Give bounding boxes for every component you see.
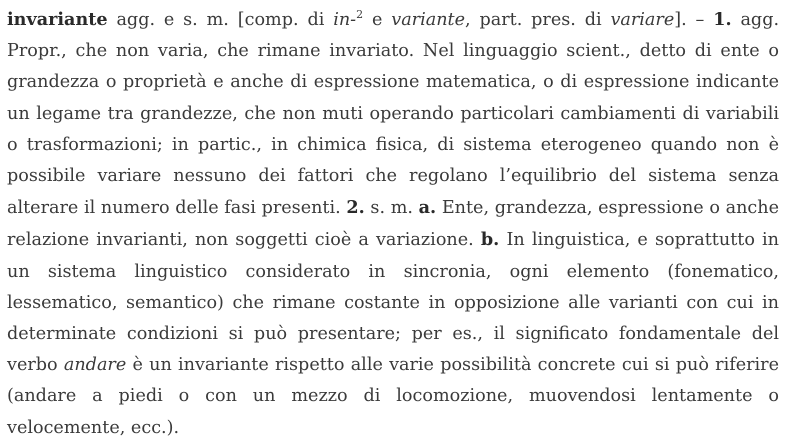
sense-1-text: agg. Propr., che non varia, che rimane invariato. Nel linguaggio scient., detto di ente o grandezza o proprietà e anche di espressione matematica, o di espressione indicante un legame tra grandezze, che non muti operando particolari cambiamenti di variabili o trasformazioni; in partic., in chimica fisica, di sistema eterogeneo quando non è possibile variare nessuno dei fattori che regolano l’equilibrio del sistema senza alterare il numero delle fasi presenti.: [7, 10, 780, 219]
sense-2b-text-2: è un invariante rispetto alle varie possibilità concrete cui si può riferire (andare a piedi o con un mezzo di locomozione, muovendosi lentamente o velocemente, ecc.).: [7, 355, 779, 438]
sense-2b-verb: andare: [63, 355, 127, 376]
sense-1-number: 1.: [713, 9, 732, 30]
etymology-conjunction: e: [371, 10, 383, 30]
etymology-prefix: in-: [333, 10, 357, 30]
sense-2b-label: b.: [480, 229, 500, 251]
sense-2-label: s. m.: [370, 198, 413, 219]
etymology-close: ]. –: [674, 10, 705, 30]
etymology-verb: variare: [610, 10, 675, 30]
etymology-participle: , part. pres. di: [465, 10, 602, 30]
grammar-label: agg. e s. m. [comp. di: [116, 10, 325, 30]
sense-2-number: 2.: [346, 197, 365, 219]
sense-2a-label: a.: [418, 197, 437, 219]
sense-2b-text-1: In linguistica, e soprattutto in un sistema linguistico considerato in sincronia, ogni elemento (fonematico, lessematico, semantico) che rimane costante in opposizione alle varianti con cui in determinate condizioni si può presentare; per es., il significato fondamentale del verbo: [7, 230, 780, 376]
sense-2a-text: Ente, grandezza, espressione o anche relazione invarianti, non soggetti cioè a variazione.: [7, 198, 780, 251]
headword: invariante: [7, 9, 108, 30]
etymology-word: variante: [391, 10, 466, 30]
etymology-prefix-superscript: 2: [356, 8, 364, 22]
